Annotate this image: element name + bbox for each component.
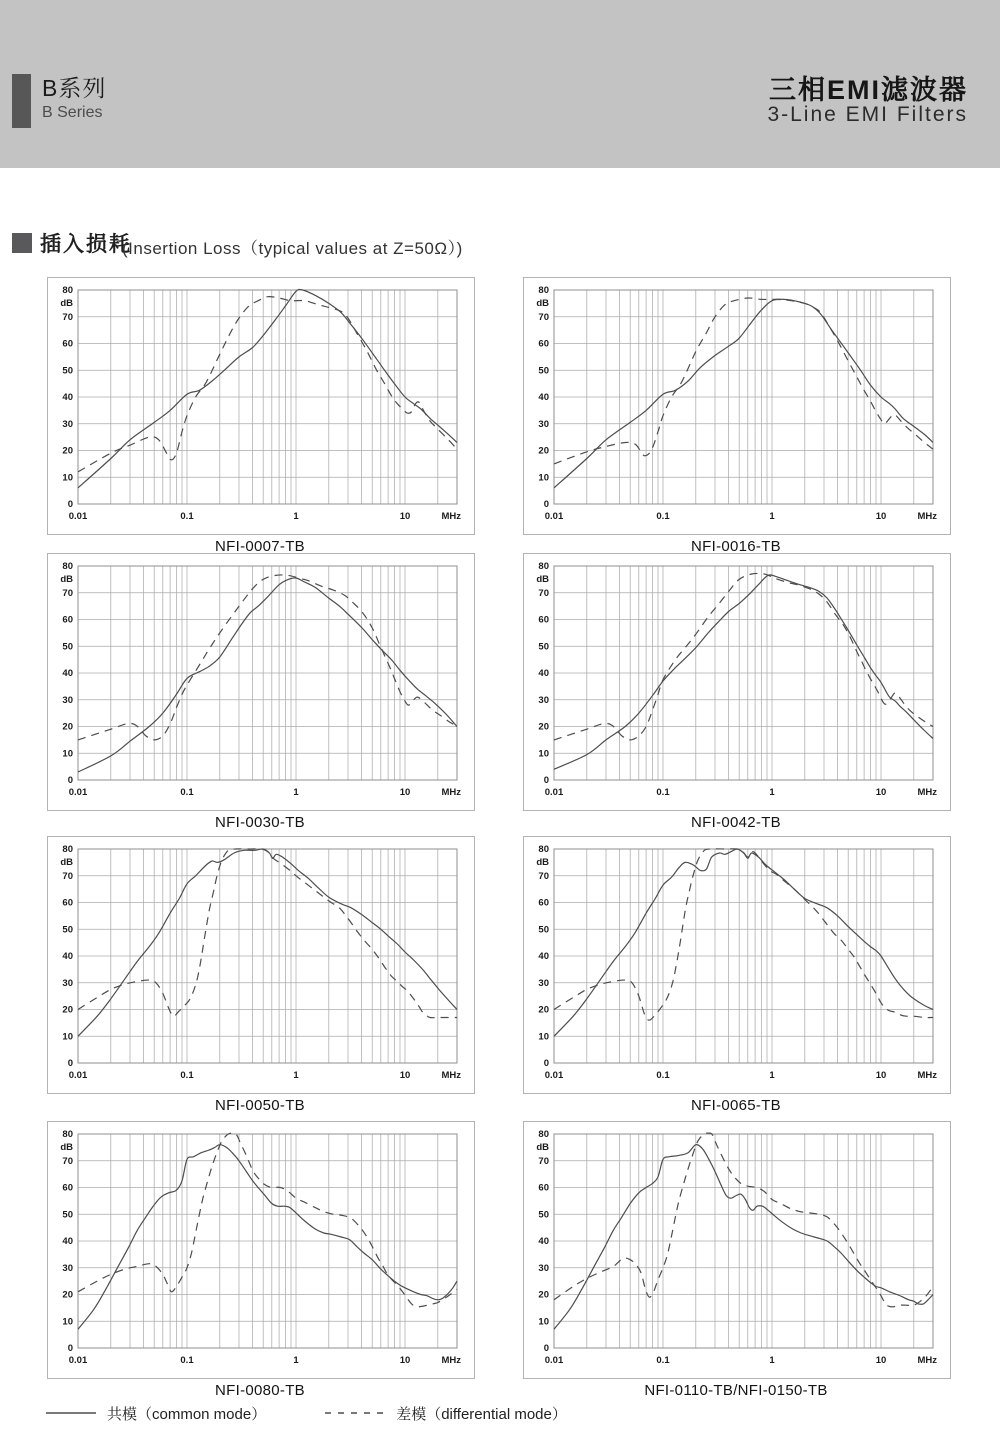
svg-text:40: 40 <box>62 392 73 404</box>
svg-text:80: 80 <box>62 844 73 856</box>
svg-text:70: 70 <box>538 312 549 323</box>
svg-text:20: 20 <box>62 721 73 733</box>
insertion-loss-chart-nfi-0080-tb <box>47 1121 475 1379</box>
section-title-cn: 插入损耗 <box>40 233 132 256</box>
svg-text:10: 10 <box>875 787 887 798</box>
svg-text:30: 30 <box>62 977 73 989</box>
chart-panel-nfi-0065-tb <box>523 836 949 1114</box>
svg-text:10: 10 <box>62 748 73 760</box>
svg-text:dB: dB <box>60 857 73 868</box>
svg-text:10: 10 <box>62 472 73 484</box>
svg-text:10: 10 <box>62 1316 73 1328</box>
svg-text:40: 40 <box>538 951 549 963</box>
chart-panel-nfi-0042-tb <box>523 553 949 831</box>
product-title-en: 3-Line EMI Filters <box>767 103 968 126</box>
svg-text:40: 40 <box>62 1236 73 1248</box>
grid-lines <box>554 566 933 780</box>
svg-text:dB: dB <box>536 574 549 585</box>
chart-panel-nfi-0007-tb <box>47 277 473 555</box>
svg-text:60: 60 <box>62 338 73 350</box>
axis-tick-labels <box>60 561 461 798</box>
svg-text:10: 10 <box>62 1031 73 1043</box>
svg-text:20: 20 <box>62 1004 73 1016</box>
axis-tick-labels <box>60 285 461 522</box>
insertion-loss-chart-nfi-0007-tb <box>47 277 475 535</box>
svg-text:60: 60 <box>538 338 549 350</box>
svg-text:0: 0 <box>67 1058 73 1070</box>
chart-model-label: NFI-0110-TB/NFI-0150-TB <box>644 1382 828 1399</box>
chart-model-label: NFI-0030-TB <box>215 814 305 831</box>
svg-text:dB: dB <box>60 298 73 309</box>
grid-lines <box>554 849 933 1063</box>
svg-text:50: 50 <box>538 365 549 377</box>
svg-text:80: 80 <box>538 285 549 297</box>
series-title-cn: B系列 <box>42 75 107 101</box>
insertion-loss-chart-nfi-0110-0150-tb <box>523 1121 951 1379</box>
svg-text:50: 50 <box>62 1209 73 1221</box>
svg-text:70: 70 <box>62 588 73 599</box>
axis-tick-labels <box>60 844 461 1081</box>
svg-text:70: 70 <box>62 312 73 323</box>
svg-text:1: 1 <box>293 511 299 522</box>
svg-text:20: 20 <box>62 445 73 457</box>
svg-text:70: 70 <box>538 1156 549 1167</box>
svg-text:40: 40 <box>538 392 549 404</box>
svg-text:dB: dB <box>536 1142 549 1153</box>
axis-tick-labels <box>60 1129 461 1366</box>
svg-text:dB: dB <box>60 1142 73 1153</box>
svg-text:0.1: 0.1 <box>180 787 194 798</box>
svg-text:0.01: 0.01 <box>68 1355 88 1366</box>
svg-text:80: 80 <box>538 844 549 856</box>
svg-text:dB: dB <box>536 298 549 309</box>
chart-panel-nfi-0080-tb <box>47 1121 473 1399</box>
svg-text:20: 20 <box>62 1289 73 1301</box>
svg-text:30: 30 <box>62 694 73 706</box>
svg-text:10: 10 <box>399 1070 411 1081</box>
chart-model-label: NFI-0016-TB <box>691 538 781 555</box>
svg-text:50: 50 <box>62 641 73 653</box>
svg-text:1: 1 <box>293 787 299 798</box>
svg-text:0.01: 0.01 <box>544 787 564 798</box>
svg-text:1: 1 <box>769 787 775 798</box>
chart-model-label: NFI-0065-TB <box>691 1097 781 1114</box>
svg-text:30: 30 <box>62 1262 73 1274</box>
svg-text:10: 10 <box>538 748 549 760</box>
svg-text:20: 20 <box>538 1289 549 1301</box>
svg-text:0: 0 <box>543 499 549 511</box>
insertion-loss-chart-nfi-0065-tb <box>523 836 951 1094</box>
svg-text:50: 50 <box>538 1209 549 1221</box>
insertion-loss-chart-nfi-0030-tb <box>47 553 475 811</box>
grid-lines <box>78 849 457 1063</box>
svg-text:MHz: MHz <box>441 511 461 522</box>
series-title-en: B Series <box>42 104 103 121</box>
axis-tick-labels <box>536 1129 937 1366</box>
axis-tick-labels <box>536 561 937 798</box>
svg-text:20: 20 <box>538 721 549 733</box>
section-bullet-marker <box>12 233 32 253</box>
svg-text:0.01: 0.01 <box>544 511 564 522</box>
svg-text:30: 30 <box>538 977 549 989</box>
svg-text:0.1: 0.1 <box>656 1355 670 1366</box>
svg-text:40: 40 <box>538 1236 549 1248</box>
grid-lines <box>554 290 933 504</box>
svg-text:0.1: 0.1 <box>656 1070 670 1081</box>
chart-model-label: NFI-0050-TB <box>215 1097 305 1114</box>
svg-text:MHz: MHz <box>917 511 937 522</box>
svg-text:0.01: 0.01 <box>68 1070 88 1081</box>
insertion-loss-chart-nfi-0016-tb <box>523 277 951 535</box>
svg-text:1: 1 <box>769 1070 775 1081</box>
svg-text:dB: dB <box>60 574 73 585</box>
svg-text:10: 10 <box>875 1355 887 1366</box>
svg-text:30: 30 <box>62 418 73 430</box>
svg-text:0: 0 <box>67 1343 73 1355</box>
section-title-en: (Insertion Loss（typical values at Z=50Ω）) <box>122 239 463 258</box>
svg-text:0.1: 0.1 <box>656 511 670 522</box>
svg-text:dB: dB <box>536 857 549 868</box>
svg-text:10: 10 <box>538 1316 549 1328</box>
svg-text:1: 1 <box>769 1355 775 1366</box>
svg-text:1: 1 <box>293 1070 299 1081</box>
axis-tick-labels <box>536 285 937 522</box>
svg-text:80: 80 <box>62 285 73 297</box>
differential-mode-line-sample <box>324 1408 386 1418</box>
svg-text:MHz: MHz <box>441 1070 461 1081</box>
svg-text:10: 10 <box>399 787 411 798</box>
svg-text:1: 1 <box>293 1355 299 1366</box>
legend-common-mode-label: 共模（common mode） <box>107 1405 267 1423</box>
svg-text:80: 80 <box>62 561 73 573</box>
svg-text:30: 30 <box>538 694 549 706</box>
svg-text:MHz: MHz <box>441 1355 461 1366</box>
svg-text:0: 0 <box>543 1058 549 1070</box>
svg-text:60: 60 <box>62 897 73 909</box>
series-tab-marker <box>12 74 31 128</box>
svg-text:0: 0 <box>543 1343 549 1355</box>
svg-text:80: 80 <box>538 1129 549 1141</box>
product-title-cn: 三相EMI滤波器 <box>768 75 968 105</box>
svg-text:60: 60 <box>538 897 549 909</box>
axis-tick-labels <box>536 844 937 1081</box>
svg-text:60: 60 <box>62 614 73 626</box>
svg-text:10: 10 <box>399 1355 411 1366</box>
svg-text:70: 70 <box>62 871 73 882</box>
svg-text:50: 50 <box>538 924 549 936</box>
chart-model-label: NFI-0080-TB <box>215 1382 305 1399</box>
chart-panel-nfi-0110-0150-tb <box>523 1121 949 1399</box>
svg-text:80: 80 <box>62 1129 73 1141</box>
legend <box>45 1400 567 1426</box>
chart-panel-nfi-0050-tb <box>47 836 473 1114</box>
grid-lines <box>78 566 457 780</box>
svg-text:60: 60 <box>538 614 549 626</box>
svg-text:0.01: 0.01 <box>68 511 88 522</box>
svg-text:50: 50 <box>538 641 549 653</box>
svg-text:MHz: MHz <box>917 1355 937 1366</box>
svg-text:0: 0 <box>67 499 73 511</box>
svg-text:40: 40 <box>62 668 73 680</box>
svg-text:10: 10 <box>538 472 549 484</box>
chart-panel-nfi-0030-tb <box>47 553 473 831</box>
chart-model-label: NFI-0007-TB <box>215 538 305 555</box>
svg-text:60: 60 <box>62 1182 73 1194</box>
svg-text:MHz: MHz <box>441 787 461 798</box>
svg-text:20: 20 <box>538 445 549 457</box>
insertion-loss-chart-nfi-0050-tb <box>47 836 475 1094</box>
grid-lines <box>78 1134 457 1348</box>
svg-text:70: 70 <box>538 871 549 882</box>
chart-panel-nfi-0016-tb <box>523 277 949 555</box>
svg-text:50: 50 <box>62 365 73 377</box>
svg-text:MHz: MHz <box>917 787 937 798</box>
svg-text:0.1: 0.1 <box>180 511 194 522</box>
svg-text:40: 40 <box>538 668 549 680</box>
chart-model-label: NFI-0042-TB <box>691 814 781 831</box>
svg-text:70: 70 <box>62 1156 73 1167</box>
svg-text:0: 0 <box>543 775 549 787</box>
svg-text:0.1: 0.1 <box>180 1355 194 1366</box>
header-banner <box>0 0 1000 168</box>
svg-text:40: 40 <box>62 951 73 963</box>
svg-text:0.01: 0.01 <box>544 1070 564 1081</box>
svg-text:70: 70 <box>538 588 549 599</box>
svg-text:0.01: 0.01 <box>68 787 88 798</box>
insertion-loss-chart-nfi-0042-tb <box>523 553 951 811</box>
svg-text:20: 20 <box>538 1004 549 1016</box>
svg-text:60: 60 <box>538 1182 549 1194</box>
svg-text:30: 30 <box>538 418 549 430</box>
legend-differential-mode-label: 差模（differential mode） <box>396 1405 567 1423</box>
svg-text:0.1: 0.1 <box>656 787 670 798</box>
grid-lines <box>554 1134 933 1348</box>
svg-text:30: 30 <box>538 1262 549 1274</box>
svg-text:10: 10 <box>875 511 887 522</box>
svg-text:10: 10 <box>538 1031 549 1043</box>
common-mode-line-sample <box>45 1408 97 1418</box>
grid-lines <box>78 290 457 504</box>
svg-text:10: 10 <box>875 1070 887 1081</box>
svg-text:MHz: MHz <box>917 1070 937 1081</box>
svg-text:0.01: 0.01 <box>544 1355 564 1366</box>
svg-text:0.1: 0.1 <box>180 1070 194 1081</box>
svg-text:1: 1 <box>769 511 775 522</box>
svg-text:80: 80 <box>538 561 549 573</box>
svg-text:0: 0 <box>67 775 73 787</box>
svg-text:10: 10 <box>399 511 411 522</box>
svg-text:50: 50 <box>62 924 73 936</box>
